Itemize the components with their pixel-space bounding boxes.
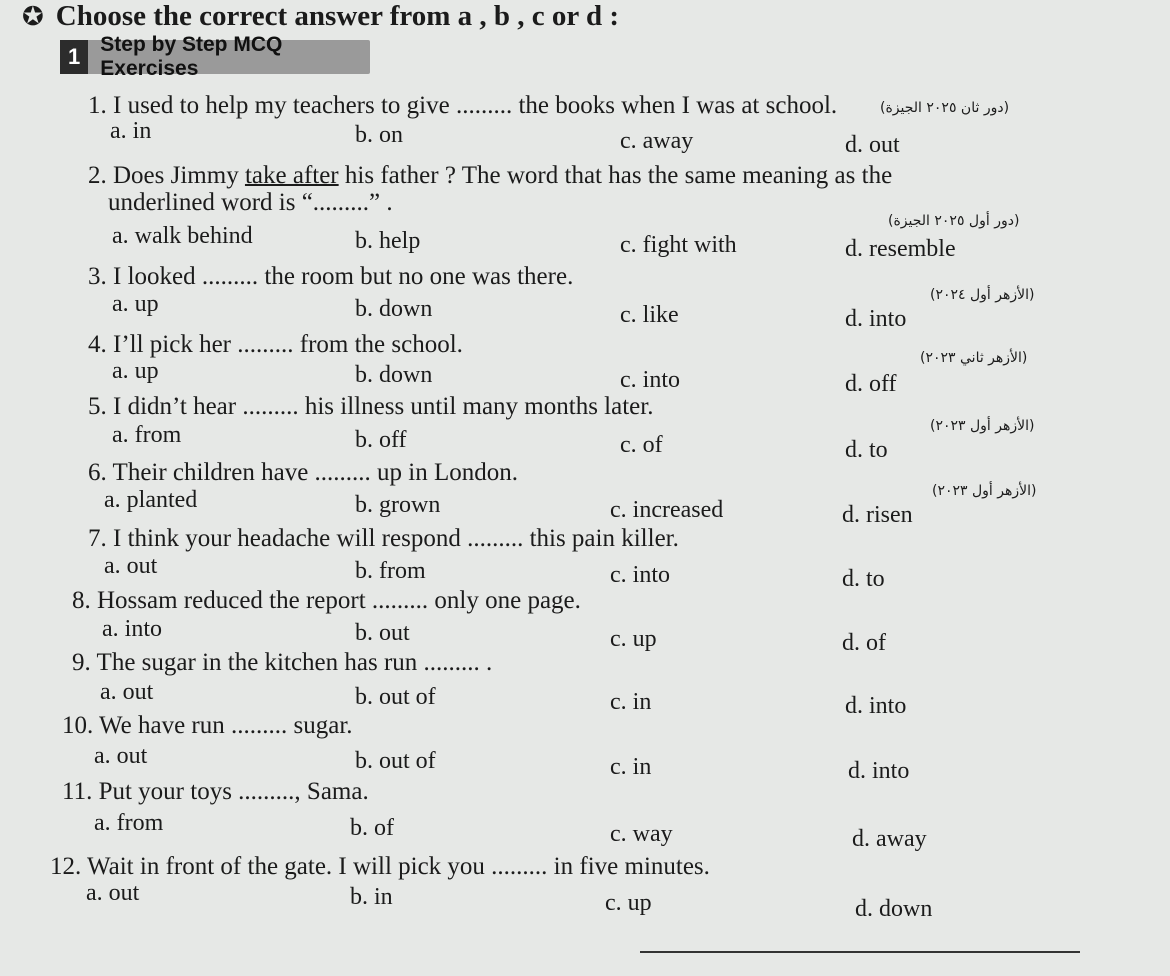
question-2-post-text: his father ? The word that has the same meaning as the: [338, 162, 893, 189]
question-12-option-c[interactable]: c. up: [605, 890, 652, 916]
question-5-option-c[interactable]: c. of: [620, 432, 663, 458]
question-4-option-d[interactable]: d. off: [845, 371, 897, 397]
question-10-option-c[interactable]: c. in: [610, 754, 652, 780]
question-1-source: (دور ثان ٢٠٢٥ الجيزة): [880, 100, 1010, 116]
question-6-source: (الأزهر أول ٢٠٢٣): [932, 483, 1037, 499]
question-11-option-d[interactable]: d. away: [852, 826, 927, 852]
question-4-option-b[interactable]: b. down: [355, 362, 433, 388]
question-1-option-b[interactable]: b. on: [355, 122, 403, 148]
question-6-option-a[interactable]: a. planted: [104, 487, 198, 513]
instruction-row: [22, 0, 619, 33]
question-8-option-a[interactable]: a. into: [102, 616, 162, 642]
question-1-option-d[interactable]: d. out: [845, 132, 900, 158]
question-6-option-b[interactable]: b. grown: [355, 492, 441, 518]
question-7-option-a[interactable]: a. out: [104, 553, 158, 579]
question-10-text: 10. We have run ......... sugar.: [62, 712, 353, 739]
question-11-option-a[interactable]: a. from: [94, 810, 164, 836]
question-6-text: 6. Their children have ......... up in London.: [88, 459, 519, 486]
question-11-option-b[interactable]: b. of: [350, 815, 394, 841]
question-3-option-c[interactable]: c. like: [620, 302, 679, 328]
question-6-option-d[interactable]: d. risen: [842, 502, 913, 528]
question-9-text: 9. The sugar in the kitchen has run ......... .: [72, 649, 493, 676]
question-3-option-b[interactable]: b. down: [355, 296, 433, 322]
question-10-option-b[interactable]: b. out of: [355, 748, 436, 774]
question-2-option-b[interactable]: b. help: [355, 228, 421, 254]
question-1-option-a[interactable]: a. in: [110, 118, 152, 144]
question-5-text: 5. I didn’t hear ......... his illness until many months later.: [88, 393, 654, 420]
question-2-source: (دور أول ٢٠٢٥ الجيزة): [888, 213, 1020, 229]
question-1-text: 1. I used to help my teachers to give ......... the books when I was at school.: [88, 92, 838, 119]
question-2-line-2: underlined word is “.........” .: [108, 189, 393, 216]
question-8-option-d[interactable]: d. of: [842, 630, 886, 656]
question-11-option-c[interactable]: c. way: [610, 821, 673, 847]
question-11-text: 11. Put your toys ........., Sama.: [62, 778, 369, 805]
question-8-text: 8. Hossam reduced the report ......... only one page.: [72, 587, 581, 614]
footer-divider: [640, 951, 1080, 953]
question-10-option-d[interactable]: d. into: [848, 758, 910, 784]
question-12-text: 12. Wait in front of the gate. I will pick you ......... in five minutes.: [50, 853, 710, 880]
question-4-text: 4. I’ll pick her ......... from the school.: [88, 331, 463, 358]
question-12-option-b[interactable]: b. in: [350, 884, 393, 910]
question-4-source: (الأزهر ثاني ٢٠٢٣): [920, 350, 1028, 366]
question-9-option-a[interactable]: a. out: [100, 679, 154, 705]
question-9-option-b[interactable]: b. out of: [355, 684, 436, 710]
star-bullet-icon: ✪: [22, 1, 44, 31]
question-3-text: 3. I looked ......... the room but no one was there.: [88, 263, 574, 290]
question-4-option-c[interactable]: c. into: [620, 367, 680, 393]
question-10-option-a[interactable]: a. out: [94, 743, 148, 769]
question-7-option-b[interactable]: b. from: [355, 558, 426, 584]
question-1-option-c[interactable]: c. away: [620, 128, 694, 154]
question-8-option-b[interactable]: b. out: [355, 620, 410, 646]
question-3-option-a[interactable]: a. up: [112, 291, 159, 317]
question-9-option-d[interactable]: d. into: [845, 693, 907, 719]
question-5-option-b[interactable]: b. off: [355, 427, 407, 453]
question-5-source: (الأزهر أول ٢٠٢٣): [930, 418, 1035, 434]
question-4-option-a[interactable]: a. up: [112, 358, 159, 384]
question-8-option-c[interactable]: c. up: [610, 626, 657, 652]
instruction-text: Choose the correct answer from a , b , c or d :: [55, 0, 620, 32]
question-2-underlined-phrase: take after: [244, 162, 339, 189]
question-2-line-1: [88, 162, 892, 190]
question-7-option-c[interactable]: c. into: [610, 562, 670, 588]
question-5-option-a[interactable]: a. from: [112, 422, 182, 448]
question-2-option-c[interactable]: c. fight with: [620, 232, 737, 258]
question-7-text: 7. I think your headache will respond ......... this pain killer.: [88, 525, 679, 552]
section-number: 1: [60, 40, 88, 74]
question-5-option-d[interactable]: d. to: [845, 437, 888, 463]
question-6-option-c[interactable]: c. increased: [610, 497, 724, 523]
question-3-option-d[interactable]: d. into: [845, 306, 907, 332]
section-banner: [60, 33, 370, 80]
question-7-option-d[interactable]: d. to: [842, 566, 885, 592]
question-9-option-c[interactable]: c. in: [610, 689, 652, 715]
question-3-source: (الأزهر أول ٢٠٢٤): [930, 287, 1035, 303]
question-2-pre-text: 2. Does Jimmy: [88, 162, 245, 189]
question-2-option-a[interactable]: a. walk behind: [112, 223, 253, 249]
question-2-option-d[interactable]: d. resemble: [845, 236, 956, 262]
question-12-option-a[interactable]: a. out: [86, 880, 140, 906]
section-title: Step by Step MCQ Exercises: [100, 33, 283, 80]
question-12-option-d[interactable]: d. down: [855, 896, 933, 922]
